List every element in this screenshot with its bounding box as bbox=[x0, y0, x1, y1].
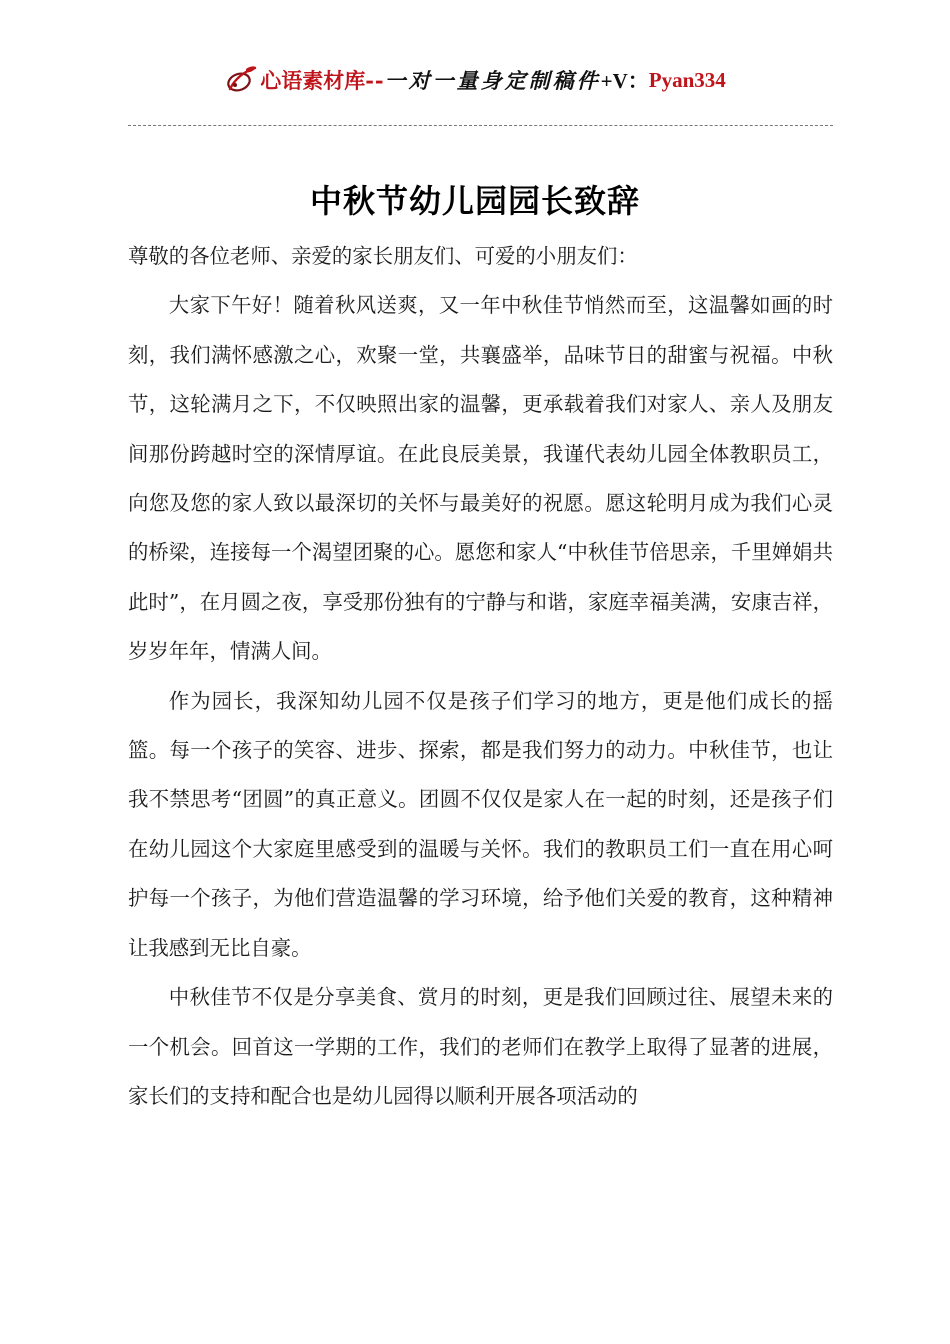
header-banner bbox=[224, 63, 726, 97]
header-dash: -- bbox=[365, 67, 385, 93]
document-title: 中秋节幼儿园园长致辞 bbox=[309, 182, 640, 220]
salutation: 尊敬的各位老师、亲爱的家长朋友们、可爱的小朋友们： bbox=[128, 244, 638, 268]
header-divider bbox=[128, 125, 833, 126]
leaf-swirl-icon bbox=[224, 63, 258, 97]
paragraph-3: 中秋佳节不仅是分享美食、赏月的时刻，更是我们回顾过往、展望未来的一个机会。回首这一学期的工作，我们的老师们在教学上取得了显著的进展，家长们的支持和配合也是幼儿园得以顺利开展各项活动的 bbox=[128, 985, 833, 1108]
paragraph-1: 大家下午好！随着秋风送爽，又一年中秋佳节悄然而至，这温馨如画的时刻，我们满怀感激之心，欢聚一堂，共襄盛举，品味节日的甜蜜与祝福。中秋节，这轮满月之下，不仅映照出家的温馨，更承载着我们对家人、亲人及朋友间那份跨越时空的深情厚谊。在此良辰美景，我谨代表幼儿园全体教职员工，向您及您的家人致以最深切的关怀与最美好的祝愿。愿这轮明月成为我们心灵的桥梁，连接每一个渴望团聚的心。愿您和家人“中秋佳节倍思亲，千里婵娟共此时”，在月圆之夜，享受那份独有的宁静与和谐，家庭幸福美满，安康吉祥，岁岁年年，情满人间。 bbox=[128, 293, 833, 664]
contact-prefix: +V： bbox=[600, 69, 649, 93]
header-slogan: 一对一量身定制稿件 bbox=[384, 68, 601, 93]
wechat-id: Pyan334 bbox=[648, 67, 726, 92]
page-header bbox=[0, 56, 950, 104]
brand-name: 心语素材库 bbox=[260, 68, 366, 93]
paragraph-2: 作为园长，我深知幼儿园不仅是孩子们学习的地方，更是他们成长的摇篮。每一个孩子的笑容、进步、探索，都是我们努力的动力。中秋佳节，也让我不禁思考“团圆”的真正意义。团圆不仅仅是家人在一起的时刻，还是孩子们在幼儿园这个大家庭里感受到的温暖与关怀。我们的教职员工们一直在用心呵护每一个孩子，为他们营造温馨的学习环境，给予他们关爱的教育，这种精神让我感到无比自豪。 bbox=[128, 688, 833, 960]
document-body bbox=[128, 232, 833, 1121]
